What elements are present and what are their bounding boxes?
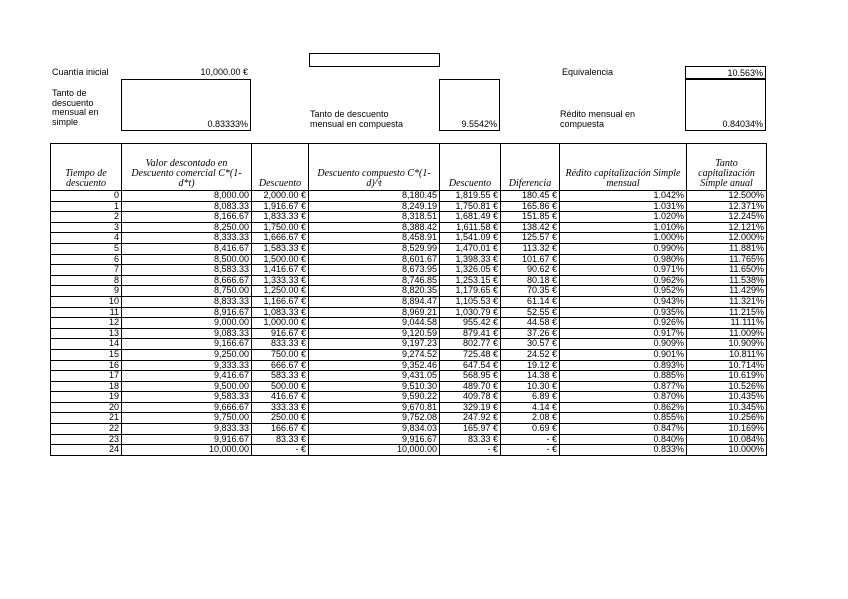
table-cell[interactable]: 23 <box>51 434 122 445</box>
table-cell[interactable]: 1,326.05 € <box>440 265 501 276</box>
table-cell[interactable]: 10.256% <box>687 413 767 424</box>
header-valor-comercial: Valor descontado en Descuento comercial C*(1-d*t) <box>122 144 252 191</box>
table-cell[interactable]: 250.00 € <box>252 413 309 424</box>
header-descuento-compuesto: Descuento compuesto C*(1-d)^t <box>309 144 440 191</box>
table-cell[interactable]: 24.52 € <box>501 349 560 360</box>
table-cell[interactable]: 20 <box>51 402 122 413</box>
table-cell[interactable]: 11.881% <box>687 243 767 254</box>
table-cell[interactable]: 9,044.58 <box>309 318 440 329</box>
table-cell[interactable]: 8,083.33 <box>122 201 252 212</box>
table-cell[interactable]: 329.19 € <box>440 402 501 413</box>
table-cell[interactable]: 9,333.33 <box>122 360 252 371</box>
table-cell[interactable]: 1,611.58 € <box>440 222 501 233</box>
table-cell[interactable]: 0.971% <box>560 265 687 276</box>
table-row <box>51 424 767 435</box>
table-cell[interactable]: 11.538% <box>687 275 767 286</box>
header-tanto-anual: Tanto capitalización Simple anual <box>687 144 767 191</box>
table-row <box>51 296 767 307</box>
table-cell[interactable]: 0.990% <box>560 243 687 254</box>
table-cell[interactable]: 879.41 € <box>440 328 501 339</box>
table-cell[interactable]: 1,470.01 € <box>440 243 501 254</box>
table-cell[interactable]: - € <box>252 445 309 456</box>
table-cell[interactable]: 11.111% <box>687 318 767 329</box>
table-cell[interactable]: 18 <box>51 381 122 392</box>
table-cell[interactable]: 9,916.67 <box>122 434 252 445</box>
table-cell[interactable]: 180.45 € <box>501 191 560 202</box>
table-cell[interactable]: 0.952% <box>560 286 687 297</box>
table-cell[interactable]: 12 <box>51 318 122 329</box>
table-cell[interactable]: 10.619% <box>687 371 767 382</box>
table-row <box>51 339 767 350</box>
table-cell[interactable]: 125.57 € <box>501 233 560 244</box>
table-cell[interactable]: 12.121% <box>687 222 767 233</box>
table-cell[interactable]: 416.67 € <box>252 392 309 403</box>
redito-label: Rédito mensual en compuesta <box>560 109 636 129</box>
table-cell[interactable]: 647.54 € <box>440 360 501 371</box>
table-cell[interactable]: 409.78 € <box>440 392 501 403</box>
table-cell[interactable]: 725.48 € <box>440 349 501 360</box>
table-cell[interactable]: 1.000% <box>560 233 687 244</box>
table-cell[interactable]: 11.429% <box>687 286 767 297</box>
redito-value: 0.84034% <box>722 119 763 129</box>
table-cell[interactable]: 16 <box>51 360 122 371</box>
table-row <box>51 307 767 318</box>
table-cell[interactable]: 30.57 € <box>501 339 560 350</box>
table-cell[interactable]: 113.32 € <box>501 243 560 254</box>
equivalencia-cell[interactable] <box>685 66 766 79</box>
table-cell[interactable]: - € <box>501 445 560 456</box>
table-header-row <box>51 144 767 191</box>
table-row <box>51 286 767 297</box>
table-cell[interactable]: 13 <box>51 328 122 339</box>
table-cell[interactable]: 1,416.67 € <box>252 265 309 276</box>
table-cell[interactable]: 8 <box>51 275 122 286</box>
table-row <box>51 254 767 265</box>
table-cell[interactable]: 10 <box>51 296 122 307</box>
header-redito: Rédito capitalización Simple mensual <box>560 144 687 191</box>
table-row <box>51 212 767 223</box>
table-cell[interactable]: 5 <box>51 243 122 254</box>
table-cell[interactable]: 1,541.09 € <box>440 233 501 244</box>
header-diferencia: Diferencia <box>501 144 560 191</box>
table-cell[interactable]: 12.371% <box>687 201 767 212</box>
table-cell[interactable]: 11 <box>51 307 122 318</box>
table-cell[interactable]: 1,253.15 € <box>440 275 501 286</box>
empty-title-cell[interactable] <box>309 53 440 67</box>
table-cell[interactable]: 90.62 € <box>501 265 560 276</box>
table-cell[interactable]: 833.33 € <box>252 339 309 350</box>
table-cell[interactable]: 4 <box>51 233 122 244</box>
table-cell[interactable]: 83.33 € <box>440 434 501 445</box>
table-cell[interactable]: 0.847% <box>560 424 687 435</box>
table-cell[interactable]: 6 <box>51 254 122 265</box>
table-cell[interactable]: 10.000% <box>687 445 767 456</box>
table-cell[interactable]: - € <box>440 445 501 456</box>
table-cell[interactable]: 9,197.23 <box>309 339 440 350</box>
table-cell[interactable]: 8,166.67 <box>122 212 252 223</box>
table-cell[interactable]: 37.26 € <box>501 328 560 339</box>
table-cell[interactable]: 7 <box>51 265 122 276</box>
cuantia-value[interactable]: 10,000.00 € <box>200 67 248 77</box>
table-cell[interactable]: 1.042% <box>560 191 687 202</box>
table-cell[interactable]: 1,750.81 € <box>440 201 501 212</box>
table-row <box>51 402 767 413</box>
table-cell[interactable]: 9,916.67 <box>309 434 440 445</box>
table-cell[interactable]: 1,681.49 € <box>440 212 501 223</box>
table-cell[interactable]: 61.14 € <box>501 296 560 307</box>
table-cell[interactable]: 8,318.51 <box>309 212 440 223</box>
table-cell[interactable]: 8,969.21 <box>309 307 440 318</box>
table-cell[interactable]: 8,529.99 <box>309 243 440 254</box>
table-cell[interactable]: 750.00 € <box>252 349 309 360</box>
table-cell[interactable]: 2,000.00 € <box>252 191 309 202</box>
table-cell[interactable]: - € <box>501 434 560 445</box>
table-row <box>51 371 767 382</box>
table-cell[interactable]: 9,750.00 <box>122 413 252 424</box>
table-row <box>51 222 767 233</box>
table-cell[interactable]: 10.526% <box>687 381 767 392</box>
table-cell[interactable]: 8,894.47 <box>309 296 440 307</box>
table-cell[interactable]: 1.010% <box>560 222 687 233</box>
table-row <box>51 381 767 392</box>
table-cell[interactable]: 1,916.67 € <box>252 201 309 212</box>
table-cell[interactable]: 165.86 € <box>501 201 560 212</box>
table-cell[interactable]: 9,416.67 <box>122 371 252 382</box>
table-cell[interactable]: 10,000.00 <box>122 445 252 456</box>
table-cell[interactable]: 10.811% <box>687 349 767 360</box>
table-cell[interactable]: 15 <box>51 349 122 360</box>
tanto-simple-label: Tanto de descuento mensual en simple <box>52 88 99 127</box>
table-cell[interactable]: 1,666.67 € <box>252 233 309 244</box>
table-cell[interactable]: 1,750.00 € <box>252 222 309 233</box>
table-cell[interactable]: 8,833.33 <box>122 296 252 307</box>
table-cell[interactable]: 3 <box>51 222 122 233</box>
table-cell[interactable]: 9,083.33 <box>122 328 252 339</box>
table-cell[interactable]: 2.08 € <box>501 413 560 424</box>
table-cell[interactable]: 52.55 € <box>501 307 560 318</box>
equivalencia-value: 10.563% <box>727 68 763 78</box>
table-cell[interactable]: 1 <box>51 201 122 212</box>
table-cell[interactable]: 0.935% <box>560 307 687 318</box>
table-cell[interactable]: 0.855% <box>560 413 687 424</box>
table-cell[interactable]: 2 <box>51 212 122 223</box>
table-cell[interactable]: 11.009% <box>687 328 767 339</box>
table-cell[interactable]: 10.909% <box>687 339 767 350</box>
table-cell[interactable]: 0.870% <box>560 392 687 403</box>
table-cell[interactable]: 1,030.79 € <box>440 307 501 318</box>
table-cell[interactable]: 0.833% <box>560 445 687 456</box>
table-cell[interactable]: 8,333.33 <box>122 233 252 244</box>
table-cell[interactable]: 583.33 € <box>252 371 309 382</box>
table-cell[interactable]: 19.12 € <box>501 360 560 371</box>
table-cell[interactable]: 10.084% <box>687 434 767 445</box>
table-cell[interactable]: 489.70 € <box>440 381 501 392</box>
table-row <box>51 201 767 212</box>
table-row <box>51 233 767 244</box>
table-cell[interactable]: 9,274.52 <box>309 349 440 360</box>
table-cell[interactable]: 9,250.00 <box>122 349 252 360</box>
table-cell[interactable]: 1.031% <box>560 201 687 212</box>
table-cell[interactable]: 10.169% <box>687 424 767 435</box>
header-descuento-comercial: Descuento <box>252 144 309 191</box>
table-cell[interactable]: 10.435% <box>687 392 767 403</box>
table-cell[interactable]: 10.714% <box>687 360 767 371</box>
table-cell[interactable]: 80.18 € <box>501 275 560 286</box>
table-cell[interactable]: 9,352.46 <box>309 360 440 371</box>
table-cell[interactable]: 1,083.33 € <box>252 307 309 318</box>
table-cell[interactable]: 12.500% <box>687 191 767 202</box>
table-cell[interactable]: 8,250.00 <box>122 222 252 233</box>
table-cell[interactable]: 8,500.00 <box>122 254 252 265</box>
table-cell[interactable]: 1,398.33 € <box>440 254 501 265</box>
table-cell[interactable]: 9,166.67 <box>122 339 252 350</box>
tanto-simple-cell[interactable] <box>121 79 251 131</box>
table-row <box>51 191 767 202</box>
table-row <box>51 243 767 254</box>
table-cell[interactable]: 1,179.65 € <box>440 286 501 297</box>
table-cell[interactable]: 0.877% <box>560 381 687 392</box>
table-cell[interactable]: 14 <box>51 339 122 350</box>
discount-table <box>50 143 767 456</box>
table-cell[interactable]: 9,510.30 <box>309 381 440 392</box>
table-cell[interactable]: 8,673.95 <box>309 265 440 276</box>
table-cell[interactable]: 151.85 € <box>501 212 560 223</box>
table-cell[interactable]: 1,250.00 € <box>252 286 309 297</box>
table-cell[interactable]: 0.909% <box>560 339 687 350</box>
table-cell[interactable]: 83.33 € <box>252 434 309 445</box>
table-cell[interactable]: 1,333.33 € <box>252 275 309 286</box>
table-cell[interactable]: 1,105.53 € <box>440 296 501 307</box>
table-cell[interactable]: 12.245% <box>687 212 767 223</box>
table-cell[interactable]: 101.67 € <box>501 254 560 265</box>
tanto-simple-value: 0.83333% <box>207 119 248 129</box>
table-cell[interactable]: 9,000.00 <box>122 318 252 329</box>
tanto-compuesta-cell[interactable] <box>439 79 500 131</box>
table-cell[interactable]: 8,666.67 <box>122 275 252 286</box>
table-cell[interactable]: 666.67 € <box>252 360 309 371</box>
table-cell[interactable]: 17 <box>51 371 122 382</box>
table-cell[interactable]: 9,834.03 <box>309 424 440 435</box>
table-row <box>51 434 767 445</box>
redito-cell[interactable] <box>685 79 766 131</box>
table-cell[interactable]: 0.901% <box>560 349 687 360</box>
table-row <box>51 275 767 286</box>
table-cell[interactable]: 9 <box>51 286 122 297</box>
table-cell[interactable]: 10,000.00 <box>309 445 440 456</box>
table-cell[interactable]: 8,000.00 <box>122 191 252 202</box>
table-cell[interactable]: 70.35 € <box>501 286 560 297</box>
table-cell[interactable]: 6.89 € <box>501 392 560 403</box>
tanto-compuesta-value: 9.5542% <box>461 119 497 129</box>
table-cell[interactable]: 21 <box>51 413 122 424</box>
table-cell[interactable]: 4.14 € <box>501 402 560 413</box>
table-cell[interactable]: 9,431.05 <box>309 371 440 382</box>
table-cell[interactable]: 8,746.85 <box>309 275 440 286</box>
table-cell[interactable]: 10.30 € <box>501 381 560 392</box>
cuantia-label: Cuantía inicial <box>52 67 109 77</box>
table-cell[interactable]: 247.92 € <box>440 413 501 424</box>
table-cell[interactable]: 9,670.81 <box>309 402 440 413</box>
table-cell[interactable]: 9,120.59 <box>309 328 440 339</box>
table-cell[interactable]: 9,833.33 <box>122 424 252 435</box>
table-cell[interactable]: 0 <box>51 191 122 202</box>
table-cell[interactable]: 11.765% <box>687 254 767 265</box>
table-cell[interactable]: 11.650% <box>687 265 767 276</box>
table-cell[interactable]: 955.42 € <box>440 318 501 329</box>
table-row <box>51 318 767 329</box>
table-cell[interactable]: 8,583.33 <box>122 265 252 276</box>
table-cell[interactable]: 8,388.42 <box>309 222 440 233</box>
table-cell[interactable]: 9,666.67 <box>122 402 252 413</box>
table-cell[interactable]: 1,819.55 € <box>440 191 501 202</box>
table-cell[interactable]: 8,249.19 <box>309 201 440 212</box>
table-row <box>51 349 767 360</box>
tanto-compuesta-label: Tanto de descuento mensual en compuesta <box>310 109 404 129</box>
table-cell[interactable]: 9,590.22 <box>309 392 440 403</box>
table-cell[interactable]: 333.33 € <box>252 402 309 413</box>
table-row <box>51 392 767 403</box>
table-cell[interactable]: 24 <box>51 445 122 456</box>
table-cell[interactable]: 165.97 € <box>440 424 501 435</box>
table-cell[interactable]: 1,500.00 € <box>252 254 309 265</box>
table-cell[interactable]: 1,000.00 € <box>252 318 309 329</box>
table-cell[interactable]: 9,583.33 <box>122 392 252 403</box>
table-row <box>51 360 767 371</box>
equivalencia-label: Equivalencia <box>562 67 614 77</box>
table-row <box>51 413 767 424</box>
table-cell[interactable]: 1,166.67 € <box>252 296 309 307</box>
table-cell[interactable]: 0.917% <box>560 328 687 339</box>
table-cell[interactable]: 0.980% <box>560 254 687 265</box>
table-cell[interactable]: 916.67 € <box>252 328 309 339</box>
table-cell[interactable]: 12.000% <box>687 233 767 244</box>
table-cell[interactable]: 9,500.00 <box>122 381 252 392</box>
table-cell[interactable]: 8,601.67 <box>309 254 440 265</box>
table-cell[interactable]: 166.67 € <box>252 424 309 435</box>
table-row <box>51 328 767 339</box>
table-cell[interactable]: 8,750.00 <box>122 286 252 297</box>
header-tiempo: Tiempo de descuento <box>51 144 122 191</box>
table-cell[interactable]: 802.77 € <box>440 339 501 350</box>
table-cell[interactable]: 8,916.67 <box>122 307 252 318</box>
table-cell[interactable]: 14.38 € <box>501 371 560 382</box>
table-cell[interactable]: 1,583.33 € <box>252 243 309 254</box>
table-cell[interactable]: 8,416.67 <box>122 243 252 254</box>
table-cell[interactable]: 0.885% <box>560 371 687 382</box>
table-cell[interactable]: 11.215% <box>687 307 767 318</box>
table-cell[interactable]: 8,458.91 <box>309 233 440 244</box>
table-cell[interactable]: 22 <box>51 424 122 435</box>
table-cell[interactable]: 0.862% <box>560 402 687 413</box>
table-cell[interactable]: 8,180.45 <box>309 191 440 202</box>
table-cell[interactable]: 138.42 € <box>501 222 560 233</box>
table-cell[interactable]: 0.962% <box>560 275 687 286</box>
table-cell[interactable]: 8,820.35 <box>309 286 440 297</box>
table-cell[interactable]: 11.321% <box>687 296 767 307</box>
table-cell[interactable]: 10.345% <box>687 402 767 413</box>
table-body <box>51 191 767 456</box>
table-cell[interactable]: 0.943% <box>560 296 687 307</box>
table-cell[interactable]: 500.00 € <box>252 381 309 392</box>
table-cell[interactable]: 0.69 € <box>501 424 560 435</box>
table-cell[interactable]: 44.58 € <box>501 318 560 329</box>
table-cell[interactable]: 19 <box>51 392 122 403</box>
table-row <box>51 265 767 276</box>
table-cell[interactable]: 0.926% <box>560 318 687 329</box>
header-descuento-comp: Descuento <box>440 144 501 191</box>
table-cell[interactable]: 1.020% <box>560 212 687 223</box>
table-row <box>51 445 767 456</box>
table-cell[interactable]: 0.893% <box>560 360 687 371</box>
table-cell[interactable]: 9,752.08 <box>309 413 440 424</box>
table-cell[interactable]: 568.95 € <box>440 371 501 382</box>
table-cell[interactable]: 1,833.33 € <box>252 212 309 223</box>
table-cell[interactable]: 0.840% <box>560 434 687 445</box>
